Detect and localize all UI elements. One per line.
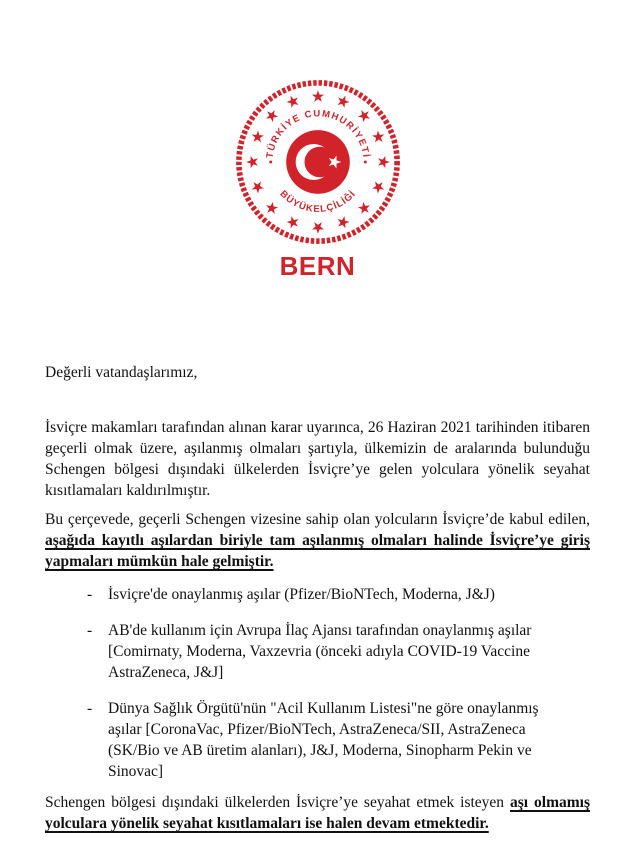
paragraph-closing (45, 792, 590, 834)
seal-star-icon (311, 90, 323, 102)
vaccine-list (87, 584, 568, 782)
paragraph-closing-prefix: Schengen bölgesi dışındaki ülkelerden İsviçre’ye seyahat etmek isteyen (45, 794, 510, 811)
seal-star-icon (251, 182, 263, 194)
paragraph-entry-prefix: Bu çerçevede, geçerli Schengen vizesine sahip olan yolcuların İsviçre’de kabul edilen, (45, 511, 590, 528)
seal-star-icon (337, 216, 349, 228)
seal-star-icon (266, 202, 278, 214)
seal-star-icon (286, 96, 298, 108)
city-title: BERN (279, 251, 356, 281)
seal-star-icon (266, 110, 278, 122)
seal-star-icon (251, 131, 263, 143)
bullet-dash: - (87, 586, 93, 603)
seal-star-icon (337, 96, 349, 108)
seal-star-icon (378, 156, 390, 168)
turkish-embassy-seal-icon (232, 76, 404, 248)
paragraph-entry-emphasis: aşağıda kayıtlı aşılardan biriyle tam aşılanmış olmaları halinde İsviçre’ye giriş yapmaları mümkün hale gelmiştir. (45, 532, 590, 570)
seal-star-icon (372, 182, 384, 194)
seal-star-icon (357, 110, 369, 122)
seal-bottom-text: BÜYÜKELÇİLİĞİ (277, 188, 358, 215)
list-item-text: İsviçre'de onaylanmış aşılar (Pfizer/BioNTech, Moderna, J&J) (108, 586, 495, 603)
paragraph-entry-conditions (45, 509, 590, 572)
paragraph-travel-restrictions-lifted: İsviçre makamları tarafından alınan karar uyarınca, 26 Haziran 2021 tarihinden itibaren geçerli olmak üzere, aşılanmış olmaları şartıyla, ülkemizin de aralarında bulunduğu Schengen bölgesi dışındaki ülkelerden İsviçre’ye gelen yolculara yönelik seyahat kısıtlamaları kaldırılmıştır. (45, 419, 590, 499)
letterhead (0, 0, 635, 281)
seal-star-icon (246, 156, 258, 168)
bullet-dash: - (87, 622, 93, 639)
bullet-dash: - (87, 700, 93, 717)
list-item-text: AB'de kullanım için Avrupa İlaç Ajansı tarafından onaylanmış aşılar [Comirnaty, Moderna, Vaxzevria (önceki adıyla COVID-19 Vaccine AstraZeneca, J&J] (108, 622, 532, 681)
paragraph-closing-emphasis: aşı olmamış yolculara yönelik seyahat kısıtlamaları ise halen devam etmektedir. (45, 794, 590, 832)
seal-star-icon (357, 202, 369, 214)
list-item-text: Dünya Sağlık Örgütü'nün "Acil Kullanım Listesi"ne göre onaylanmış aşılar [CoronaVac, Pfizer/BioNTech, AstraZeneca/SII, AstraZeneca (SK/Bio ve AB üretim alanları), J&J, Moderna, Sinopharm Pekin ve Sinovac] (108, 700, 539, 780)
left-dot-icon (269, 161, 272, 164)
list-item-swiss-approved (87, 584, 568, 605)
seal-star-icon (372, 131, 384, 143)
right-dot-icon (363, 161, 366, 164)
seal-star-icon (311, 222, 323, 234)
salutation: Değerli vatandaşlarımız, (45, 364, 198, 381)
crescent-star-icon (286, 130, 350, 194)
seal-top-text: TÜRKİYE CUMHURİYETİ (264, 108, 371, 159)
seal-star-icon (286, 216, 298, 228)
letter-body (0, 362, 635, 834)
list-item-who-approved (87, 698, 568, 782)
list-item-ema-approved (87, 620, 568, 683)
